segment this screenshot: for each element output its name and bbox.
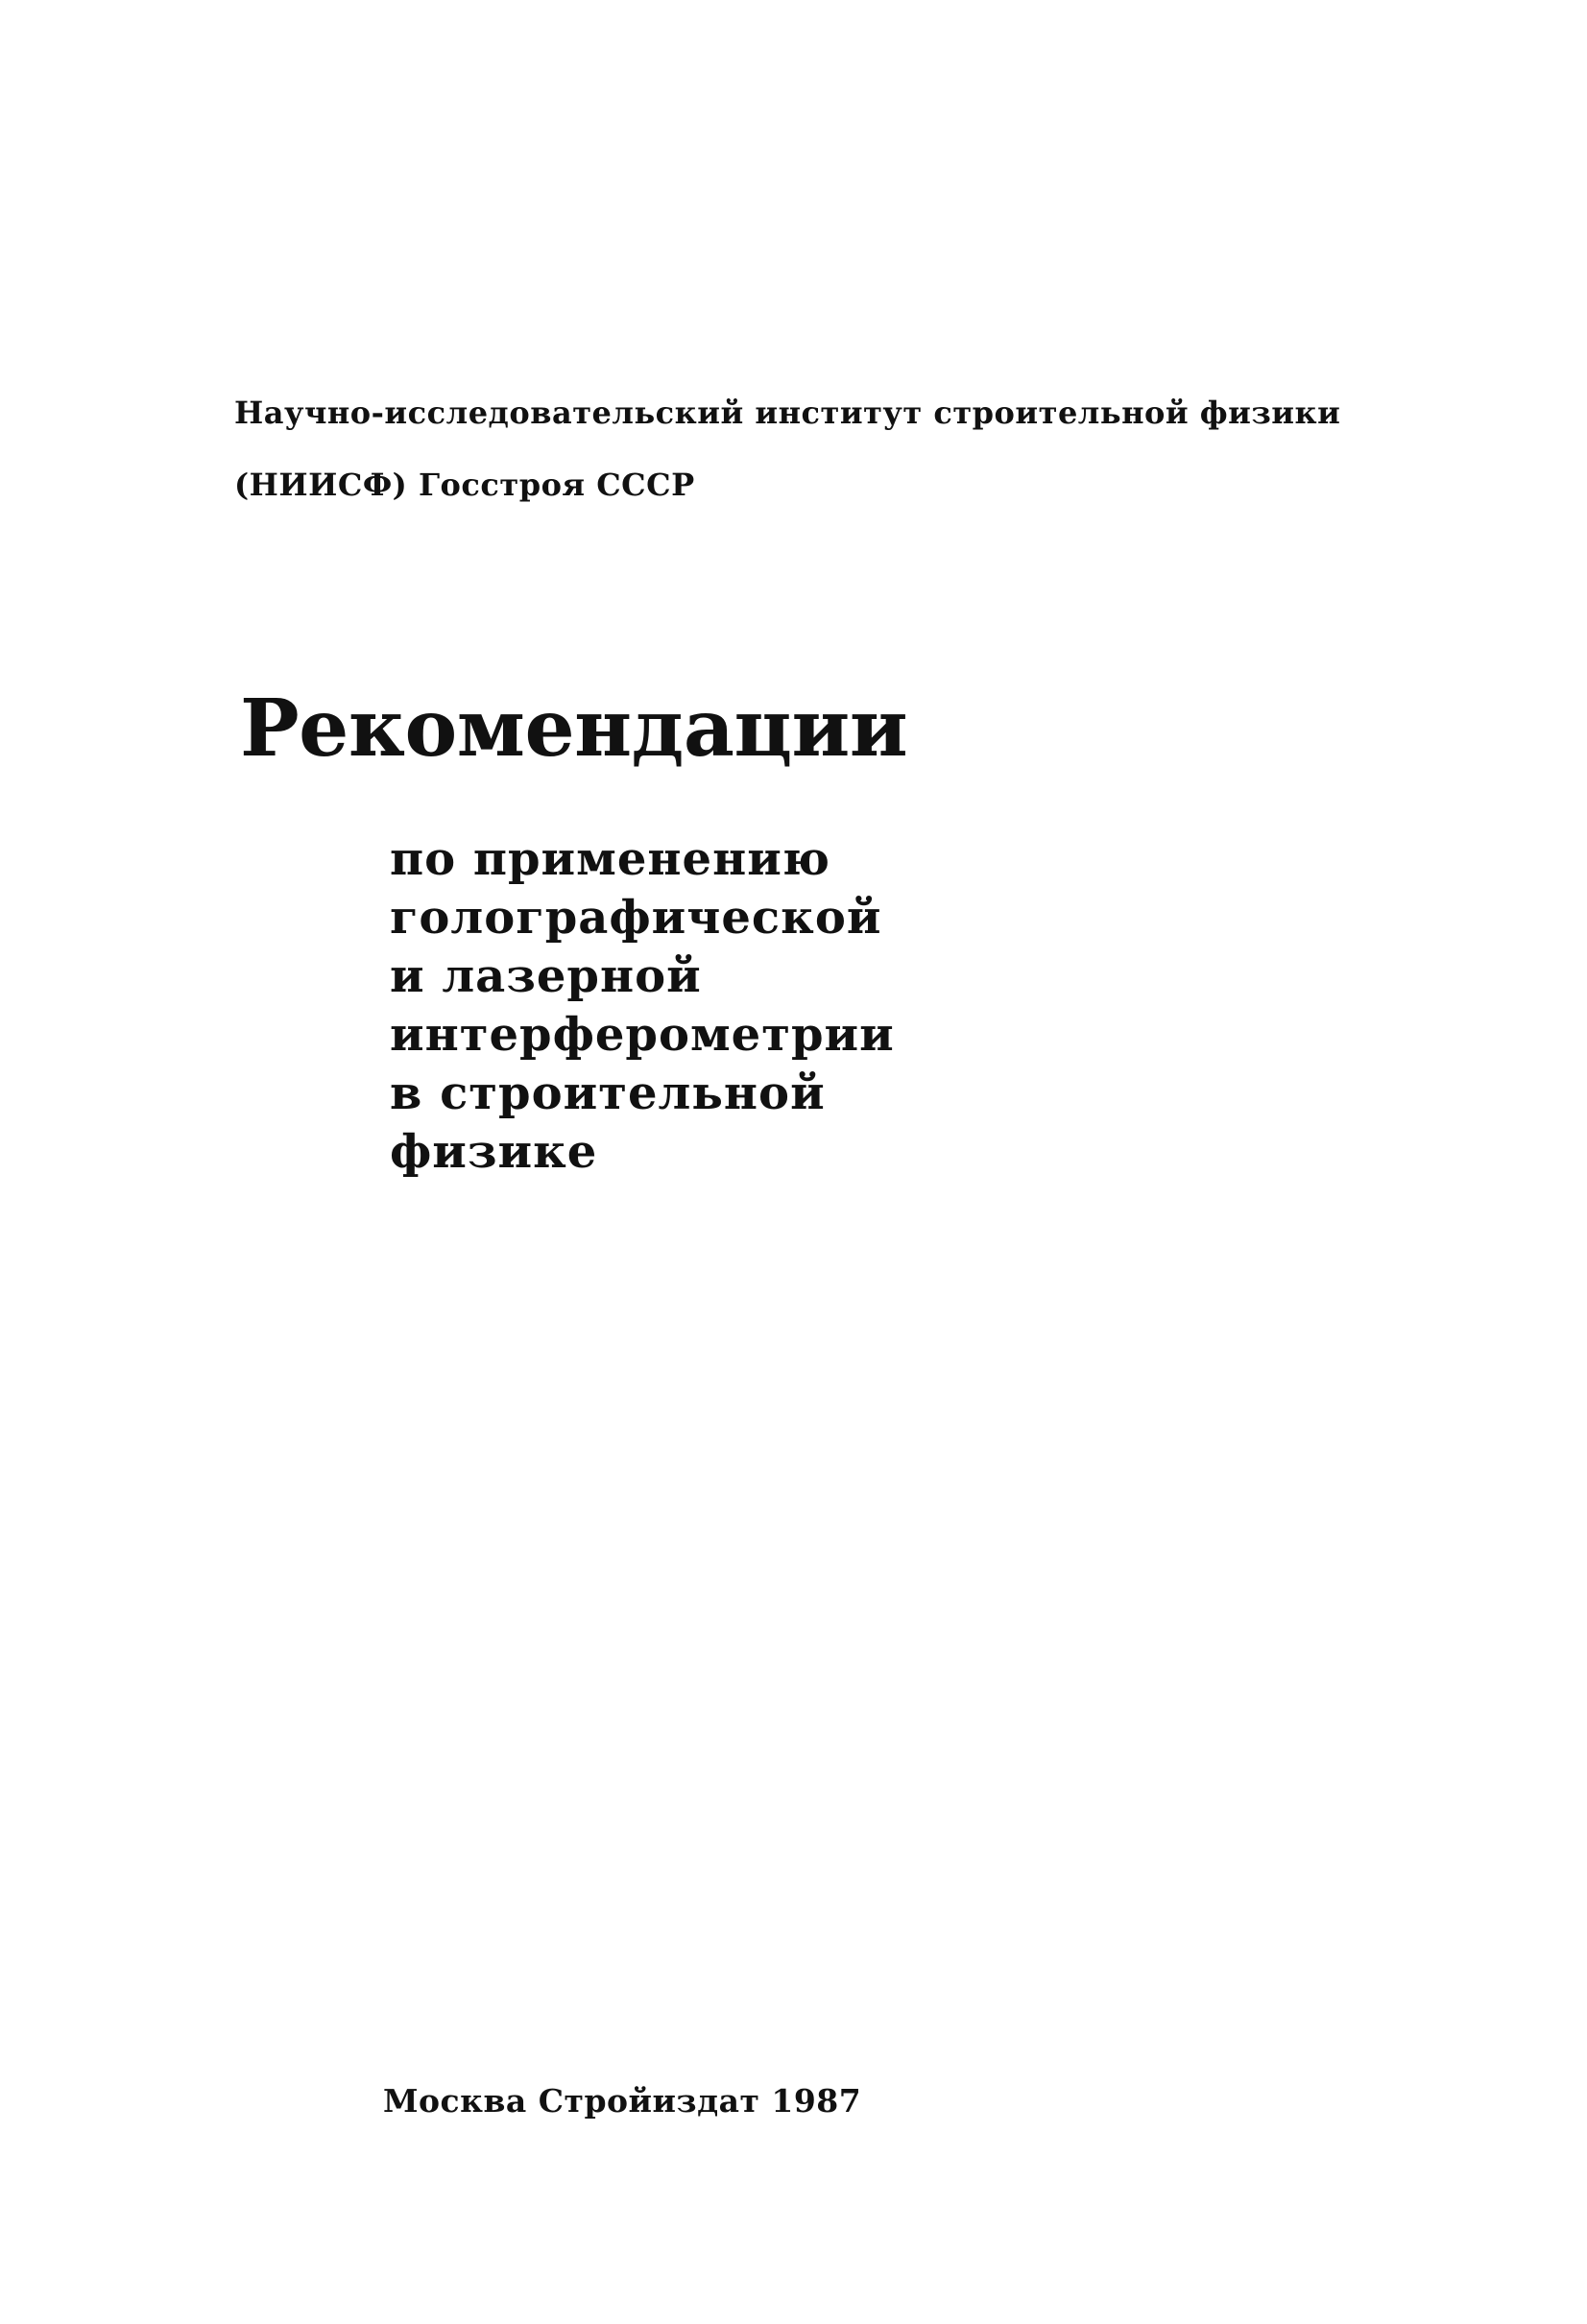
subtitle-line: и лазерной [390,949,702,1003]
institute-name-line2: (НИИСФ) Госстроя СССР [234,467,695,503]
subtitle-line: интерферометрии [390,1008,895,1062]
publisher-imprint: Москва Стройиздат 1987 [383,2082,862,2120]
subtitle-line: по применению [390,832,831,886]
book-title: Рекомендации [240,683,908,775]
subtitle-line: в строительной [390,1066,826,1120]
book-subtitle [390,830,895,1182]
institute-name-line1: Научно-исследовательский институт строительной физики [234,395,1341,431]
subtitle-line: физике [390,1125,598,1179]
subtitle-line: голографической [390,891,882,945]
